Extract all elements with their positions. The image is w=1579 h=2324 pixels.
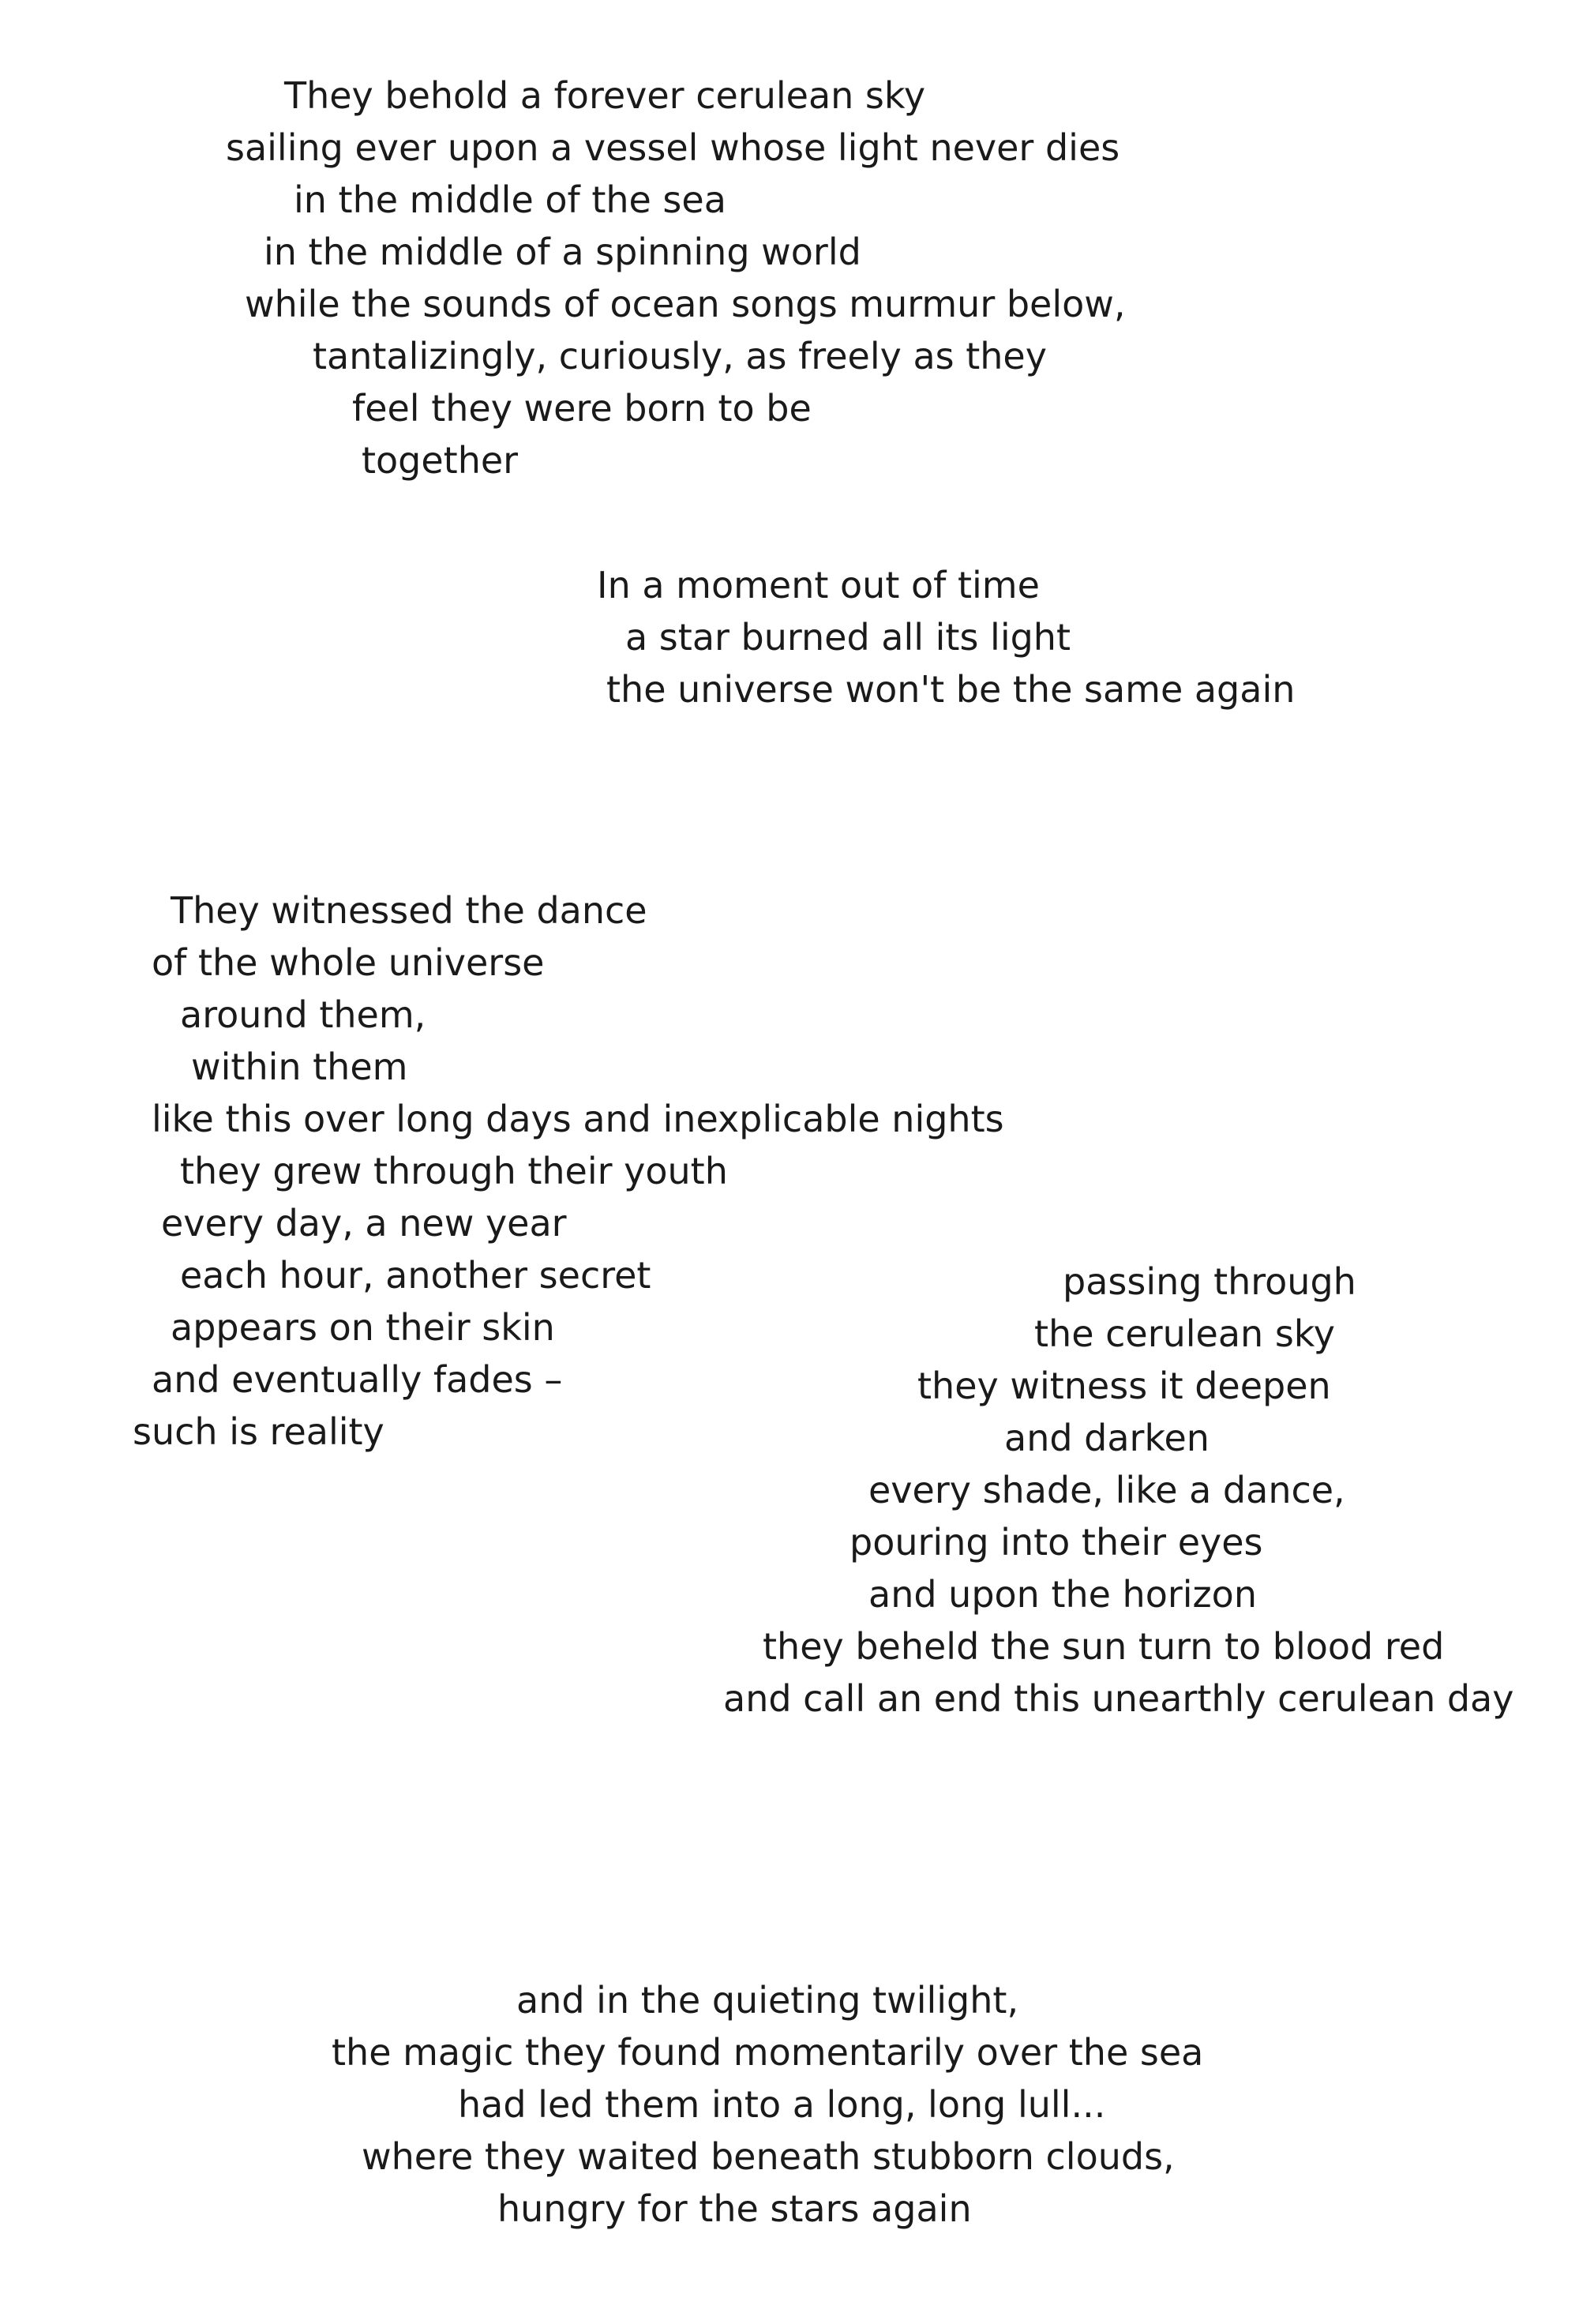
poem-line: where they waited beneath stubborn clouds, [362,2135,1175,2178]
poem-line: the magic they found momentarily over the sea [332,2031,1204,2074]
poem-line: sailing ever upon a vessel whose light never dies [226,126,1120,169]
poem-line: every shade, like a dance, [868,1469,1345,1511]
poem-line: and upon the horizon [868,1573,1257,1616]
poem-line: every day, a new year [161,1202,567,1245]
poem-line: of the whole universe [152,941,545,984]
poem-line: they witness it deepen [917,1365,1331,1407]
poem-line: and darken [1004,1417,1210,1459]
poem-line: they beheld the sun turn to blood red [763,1625,1445,1668]
poem-line: tantalizingly, curiously, as freely as they [313,335,1047,377]
poem-line: feel they were born to be [352,387,812,430]
poem-line: and eventually fades – [152,1358,563,1401]
poem-line: such is reality [133,1410,384,1453]
poem-line: a star burned all its light [625,616,1071,659]
poem-line: the universe won't be the same again [606,668,1296,711]
poem-line: and in the quieting twilight, [516,1979,1019,2022]
poem-line: each hour, another secret [180,1254,651,1297]
poem-line: in the middle of a spinning world [264,231,861,273]
poem-line: passing through [1063,1260,1356,1303]
poem-line: within them [191,1046,408,1088]
poem-line: around them, [180,993,426,1036]
poem-line: they grew through their youth [180,1150,728,1192]
poem-line: In a moment out of time [597,564,1040,606]
poem-line: and call an end this unearthly cerulean day [723,1677,1514,1720]
poem-line: had led them into a long, long lull... [458,2083,1106,2126]
poem-line: They behold a forever cerulean sky [284,74,926,117]
poem-line: in the middle of the sea [294,178,726,221]
poem-line: like this over long days and inexplicable nights [152,1098,1004,1140]
poem-line: They witnessed the dance [171,889,647,932]
poem-line: hungry for the stars again [497,2187,972,2230]
poem-line: together [362,439,519,482]
poem-line: pouring into their eyes [850,1521,1263,1564]
poem-line: while the sounds of ocean songs murmur below, [245,283,1126,325]
poem-line: the cerulean sky [1034,1312,1336,1355]
poem-line: appears on their skin [171,1306,555,1349]
